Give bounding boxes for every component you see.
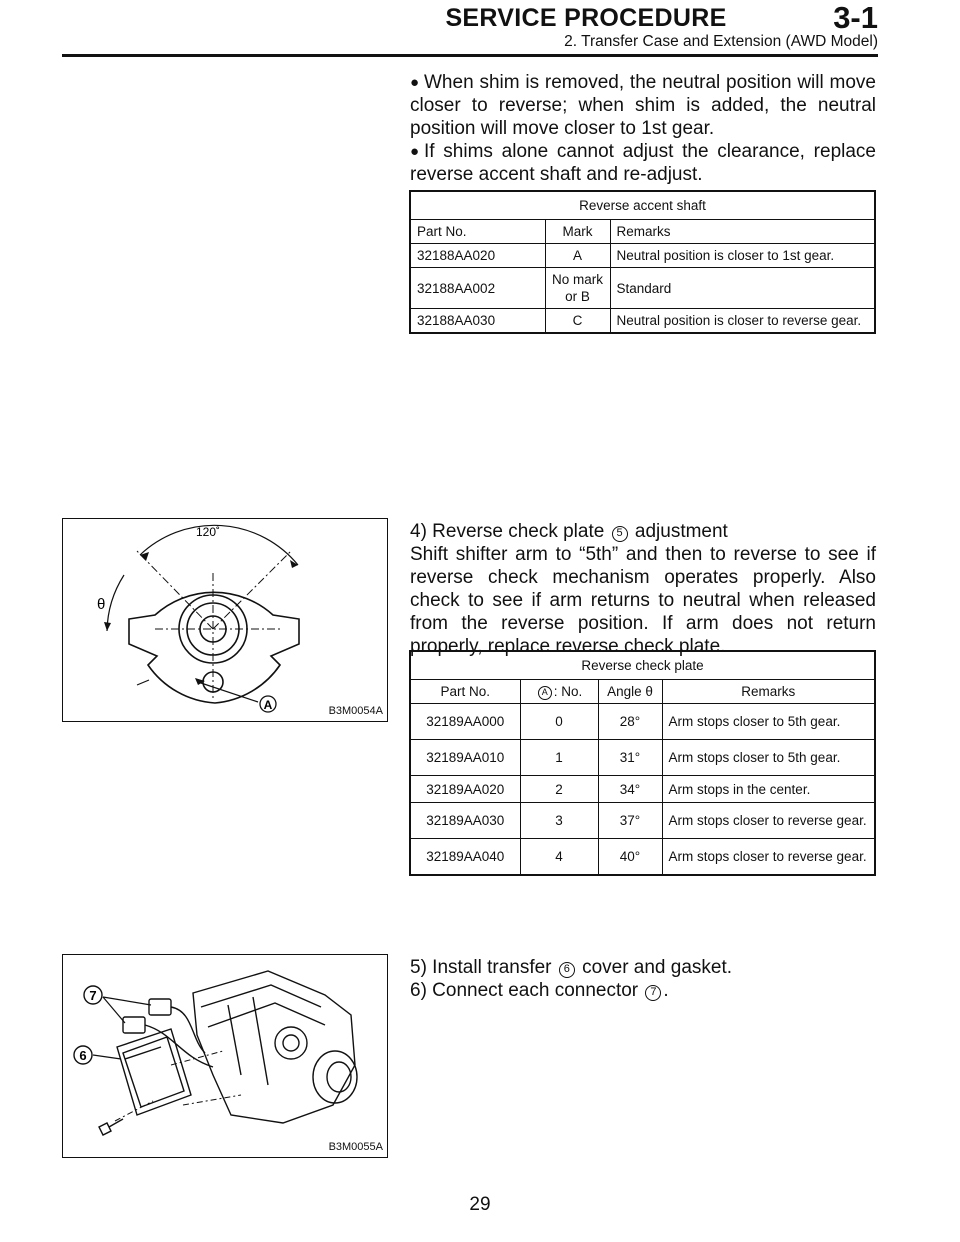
table-cell: 32188AA020 (410, 244, 545, 268)
table-header: Remarks (610, 220, 875, 244)
table-cell: 32189AA000 (410, 704, 520, 740)
table-row (410, 309, 875, 334)
table-cell: Neutral position is closer to 1st gear. (610, 244, 875, 268)
header-rule (62, 54, 878, 57)
table-cell: 2 (520, 776, 598, 803)
table-cell: Standard (610, 268, 875, 309)
reverse-check-plate-drawing (63, 519, 387, 721)
table-cell: Arm stops closer to reverse gear. (662, 839, 875, 875)
table-cell: 4 (520, 839, 598, 875)
table-row (410, 740, 875, 776)
note-item: ● When shim is removed, the neutral position will move closer to reverse; when shim is added, the neutral position will move closer to 1st gear. (410, 72, 876, 139)
table-cell: 32189AA020 (410, 776, 520, 803)
angle-label: 120˚ (196, 525, 221, 539)
figure-reverse-check-plate (62, 518, 388, 722)
callout-6-label: 6 (79, 1048, 87, 1063)
table-caption: Reverse accent shaft (410, 191, 875, 220)
step5: 5) Install transfer 6 cover and gasket. (410, 957, 733, 978)
table-cell: 3 (520, 803, 598, 839)
steps-5-6-block (410, 956, 876, 1002)
figure-code: B3M0055A (328, 1141, 383, 1153)
table-cell: Arm stops in the center. (662, 776, 875, 803)
figure-transfer-cover (62, 954, 388, 1158)
table-row (410, 803, 875, 839)
table-header-row (410, 220, 875, 244)
table-cell: Arm stops closer to 5th gear. (662, 740, 875, 776)
bullet-icon: ● (410, 143, 420, 160)
table-cell: 32189AA040 (410, 839, 520, 875)
step6: 6) Connect each connector 7 . (410, 980, 669, 1001)
transfer-case-drawing (63, 955, 387, 1157)
table-header: Part No. (410, 220, 545, 244)
table-cell: 32188AA002 (410, 268, 545, 309)
table-cell: 28° (598, 704, 662, 740)
note-item: ● If shims alone cannot adjust the clearance, replace reverse accent shaft and re-adjust. (410, 141, 876, 185)
callout-7-label: 7 (89, 988, 97, 1003)
reverse-check-plate-table (409, 650, 876, 876)
table-cell: 34° (598, 776, 662, 803)
table-header: Mark (545, 220, 610, 244)
table-header: Angle θ (598, 680, 662, 704)
table-row (410, 244, 875, 268)
table-cell: 1 (520, 740, 598, 776)
table-header-row (410, 680, 875, 704)
table-row (410, 704, 875, 740)
figure-code: B3M0054A (328, 705, 383, 717)
table-header: A : No. (520, 680, 598, 704)
table-cell: 32188AA030 (410, 309, 545, 334)
ref-number-icon: 7 (645, 985, 661, 1001)
table-row (410, 776, 875, 803)
table-row (410, 268, 875, 309)
table-cell: Arm stops closer to reverse gear. (662, 803, 875, 839)
theta-label: θ (97, 596, 106, 613)
ref-letter-icon: A (538, 686, 552, 700)
section-subtitle: 2. Transfer Case and Extension (AWD Model) (564, 33, 878, 50)
table-header: Part No. (410, 680, 520, 704)
section-number: 3-1 (833, 0, 878, 35)
table-cell: 32189AA010 (410, 740, 520, 776)
ref-number-icon: 6 (559, 962, 575, 978)
bullet-icon: ● (410, 74, 420, 91)
table-cell: 37° (598, 803, 662, 839)
table-cell: C (545, 309, 610, 334)
table-cell: No mark or B (545, 268, 610, 309)
ref-number-icon: 5 (612, 526, 628, 542)
table-cell: Arm stops closer to 5th gear. (662, 704, 875, 740)
page-number: 29 (469, 1194, 491, 1215)
table-row (410, 839, 875, 875)
page-title: SERVICE PROCEDURE (445, 4, 727, 32)
table-cell: Neutral position is closer to reverse gear. (610, 309, 875, 334)
notes-block (410, 71, 876, 186)
table-cell: 32189AA030 (410, 803, 520, 839)
table-cell: A (545, 244, 610, 268)
step4-body: Shift shifter arm to “5th” and then to reverse to see if reverse check mechanism operates properly. Also check to see if arm returns to neutral when released from the reverse position. If arm does not return properly, replace reverse check plate. (410, 544, 876, 657)
step4-block (410, 520, 876, 658)
table-caption: Reverse check plate (410, 651, 875, 680)
table-cell: 31° (598, 740, 662, 776)
table-cell: 0 (520, 704, 598, 740)
table-cell: 40° (598, 839, 662, 875)
table-header: Remarks (662, 680, 875, 704)
reverse-accent-shaft-table (409, 190, 876, 334)
step4-heading: 4) Reverse check plate 5 adjustment (410, 521, 728, 542)
callout-a-label: A (263, 698, 273, 712)
